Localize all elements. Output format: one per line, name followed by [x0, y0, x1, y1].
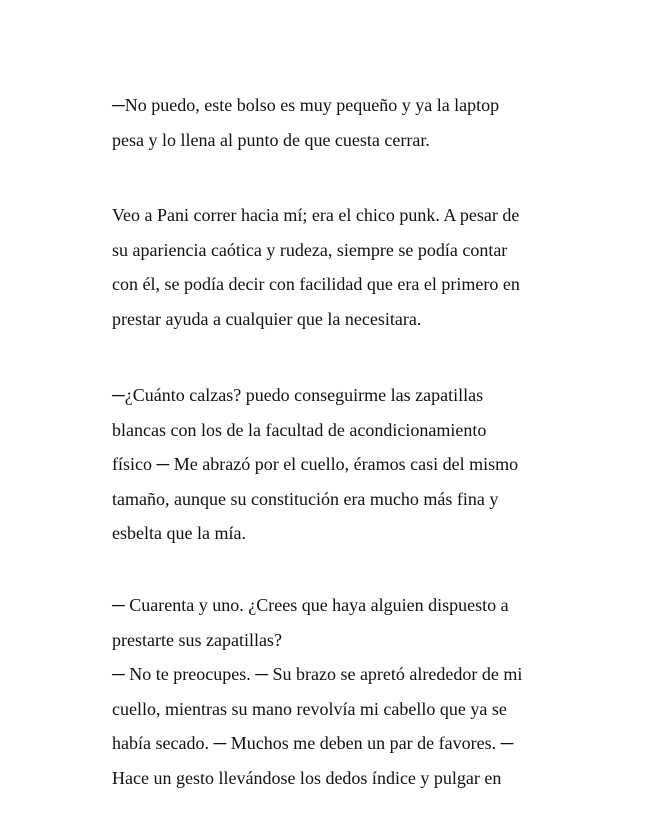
- text-line: Hace un gesto llevándose los dedos índice y pulgar en: [112, 767, 502, 788]
- text-line: ─No puedo, este bolso es muy pequeño y ya la laptop: [112, 95, 500, 115]
- text-line: había secado. ─ Muchos me deben un par de favores. ─: [112, 733, 514, 754]
- text-line: pesa y lo llena al punto de que cuesta cerrar.: [112, 129, 430, 150]
- text-line: Veo a Pani correr hacia mí; era el chico punk. A pesar de: [112, 205, 520, 225]
- text-line: ─ No te preocupes. ─ Su brazo se apretó alrededor de mi: [112, 664, 523, 685]
- text-line: su apariencia caótica y rudeza, siempre se podía contar: [112, 239, 508, 260]
- text-line: esbelta que la mía.: [112, 523, 246, 544]
- paragraph-3: [112, 378, 582, 551]
- text-line: prestar ayuda a cualquier que la necesitara.: [112, 308, 422, 329]
- paragraph-1: [112, 88, 582, 157]
- text-line: ─ Cuarenta y uno. ¿Crees que haya alguien dispuesto a: [112, 595, 509, 615]
- paragraph-2: [112, 198, 582, 336]
- text-line: blancas con los de la facultad de acondicionamiento: [112, 419, 487, 440]
- text-line: físico ─ Me abrazó por el cuello, éramos casi del mismo: [112, 454, 519, 475]
- text-line: prestarte sus zapatillas?: [112, 629, 282, 650]
- text-line: con él, se podía decir con facilidad que era el primero en: [112, 274, 520, 295]
- paragraph-4: [112, 588, 582, 796]
- text-line: cuello, mientras su mano revolvía mi cabello que ya se: [112, 698, 507, 719]
- text-line: ─¿Cuánto calzas? puedo conseguirme las zapatillas: [112, 385, 484, 405]
- text-line: tamaño, aunque su constitución era mucho más fina y: [112, 488, 499, 509]
